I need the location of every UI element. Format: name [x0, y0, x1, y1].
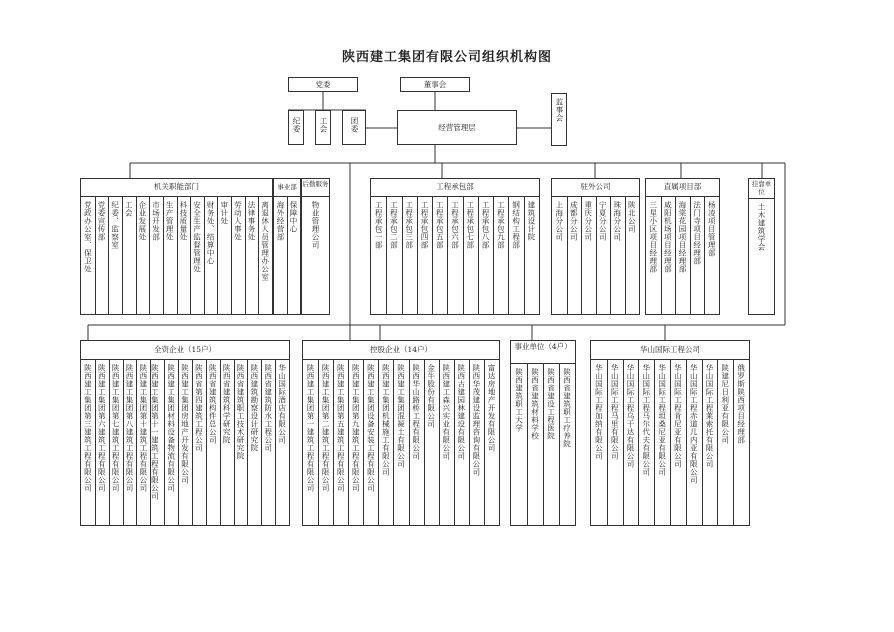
management-box — [397, 110, 517, 145]
holding-item: 陕西建工集团第九建筑工程有限公司 — [351, 364, 361, 492]
logistics-item: 物业管理公司 — [311, 201, 320, 249]
wholly-owned-item: 华山国际酒店有限公司 — [277, 364, 287, 444]
logistics-box — [301, 178, 330, 315]
branch-item: 成都分公司 — [569, 201, 579, 241]
project-item: 三星小区项目经理部 — [648, 201, 658, 273]
union-box — [315, 110, 331, 145]
functional-dept-item: 安全生产监督管理处 — [192, 201, 202, 273]
engineering-item: 钢结构工程部 — [511, 201, 521, 249]
wholly-owned-item: 陕西建工集团第七建筑工程有限公司 — [111, 364, 121, 492]
business-dept-item: 保障中心 — [289, 201, 298, 233]
functional-dept-item: 企业发展处 — [137, 201, 147, 241]
huashan-item: 俄罗斯陕西项目经理部 — [736, 364, 746, 444]
wholly-owned-item: 陕西建工集团材料设备物流有限公司 — [166, 364, 176, 492]
holding-item: 陕西建工集团设备安装工程有限公司 — [366, 364, 376, 492]
projects-header: 直属项目部 — [663, 182, 702, 191]
functional-dept-item: 财务处、结算中心 — [206, 201, 216, 265]
wholly-owned-item: 陕西建工集团房地产开发有限公司 — [180, 364, 190, 484]
functional-dept-item: 劳动人事处 — [233, 201, 243, 241]
supervisors-label: 监事会 — [555, 98, 564, 122]
wholly-owned-header: 全资企业（15户） — [153, 345, 217, 354]
holding-box — [302, 340, 500, 526]
branch-item: 上海分公司 — [554, 201, 564, 241]
supervisors-box — [551, 93, 567, 146]
functional-dept-item: 市场开发部 — [151, 201, 161, 241]
functional-dept-item: 法律事务处 — [247, 201, 257, 241]
wholly-owned-item: 陕西省建筑构件总公司 — [208, 364, 218, 444]
wholly-owned-item: 陕西建工集团第六建筑工程有限公司 — [97, 364, 107, 492]
holding-item: 金牛股份有限公司 — [426, 364, 436, 428]
huashan-item: 华山国际工程肯尼亚有限公司 — [673, 364, 683, 468]
league-label: 团委 — [350, 117, 359, 133]
discipline-box — [288, 110, 304, 145]
engineering-item: 工程承包六部 — [450, 201, 460, 249]
wholly-owned-item: 陕西建工集团第八建筑工程有限公司 — [125, 364, 135, 492]
holding-item: 陕西建工集团第一建筑工程有限公司 — [306, 364, 316, 492]
wholly-owned-item: 陕西建工集团第三建筑工程有限公司 — [83, 364, 93, 492]
huashan-item: 陕建尼日利亚有限公司 — [720, 364, 730, 444]
huashan-header: 华山国际工程公司 — [640, 345, 700, 354]
board-box — [400, 77, 470, 92]
functional-dept-item: 党政办公室、保卫处 — [83, 201, 93, 273]
wholly-owned-item: 陕西省建筑防水工程公司 — [263, 364, 273, 452]
branch-item: 珠海分公司 — [612, 201, 622, 241]
huashan-item: 华山国际工程赤道几内亚有限公司 — [689, 364, 699, 484]
branch-item: 重庆分公司 — [583, 201, 593, 241]
holding-item: 陕西建工森兴实业有限公司 — [441, 364, 451, 460]
wholly-owned-item: 陕西建筑勘察设计研究院 — [249, 364, 259, 452]
projects-box — [645, 178, 720, 315]
institution-item: 陕西省建筑职工疗养院 — [562, 368, 572, 448]
holding-item: 陕西古建园林建设有限公司 — [456, 364, 466, 460]
affiliated-header: 挂靠单位 — [751, 180, 772, 196]
functional-dept-item: 科技质量处 — [178, 201, 188, 241]
functional-dept-item: 工会 — [124, 201, 134, 217]
holding-item: 陕西建工集团第五建筑工程有限公司 — [336, 364, 346, 492]
party-committee-box — [288, 77, 358, 92]
functional-dept-item: 纪委、监察室 — [110, 201, 120, 249]
wholly-owned-item: 陕西省第四建筑工程公司 — [194, 364, 204, 452]
engineering-item: 建筑设计院 — [526, 201, 536, 241]
branches-box — [551, 178, 640, 315]
huashan-item: 华山国际工程马里有限公司 — [610, 364, 620, 460]
institution-item: 陕西建筑职工大学 — [514, 368, 524, 432]
functional-dept-item: 离退休人员管理办公室 — [260, 201, 270, 281]
engineering-header: 工程承包部 — [436, 182, 474, 191]
business-dept-header: 事业部 — [277, 183, 297, 191]
wholly-owned-item: 陕西省建筑职工技术研究院 — [235, 364, 245, 460]
management-label: 经营管理层 — [438, 123, 476, 132]
institution-item: 陕西省建筑材料学校 — [530, 368, 540, 440]
wholly-owned-item: 陕西省建筑科学研究院 — [222, 364, 232, 444]
affiliated-box — [748, 178, 775, 315]
functional-dept-box — [80, 178, 273, 315]
league-box — [342, 110, 366, 145]
branch-item: 宁夏分公司 — [598, 201, 608, 241]
huashan-item: 华山国际工程坦桑尼亚有限公司 — [657, 364, 667, 476]
holding-item: 富达房地产开发有限公司 — [486, 364, 496, 452]
huashan-item: 华山国际工程莱索托有限公司 — [705, 364, 714, 468]
discipline-label: 纪委 — [292, 117, 301, 133]
huashan-item: 华山国际工程马尔代夫有限公司 — [641, 364, 651, 476]
branches-header: 驻外公司 — [580, 182, 611, 191]
functional-dept-item: 党委宣传部 — [96, 201, 106, 241]
engineering-item: 工程承包七部 — [465, 201, 475, 249]
business-dept-box — [273, 178, 301, 315]
engineering-box — [370, 178, 540, 315]
engineering-item: 工程承包五部 — [435, 201, 445, 249]
affiliated-item: 土木建筑学会 — [757, 203, 766, 251]
chart-title: 陕西建工集团有限公司组织机构图 — [341, 50, 552, 65]
project-item: 咸阳机场项目经理部 — [663, 201, 673, 273]
engineering-item: 工程承包三部 — [404, 201, 414, 249]
engineering-item: 工程承包一部 — [374, 201, 384, 249]
huashan-item: 华山国际工程乌干达有限公司 — [626, 364, 635, 468]
logistics-header: 后勤服务 — [302, 180, 329, 188]
project-item: 杨凌项目管理部 — [707, 201, 717, 257]
project-item: 海棠花园项目经理部 — [678, 201, 687, 273]
huashan-box — [590, 340, 750, 526]
union-label: 工会 — [319, 117, 328, 133]
huashan-item: 华山国际工程加纳有限公司 — [594, 364, 604, 460]
engineering-item: 工程承包八部 — [481, 201, 491, 249]
holding-header: 控股企业（14户） — [369, 345, 433, 354]
holding-item: 陕西建工集团机械施工有限公司 — [381, 364, 391, 476]
functional-dept-header: 机关职能部门 — [154, 182, 199, 191]
board-label: 董事会 — [423, 80, 447, 89]
holding-item: 陕西建工集团第二建筑工程有限公司 — [321, 364, 331, 492]
holding-item: 陕西建工集团混凝土有限公司 — [396, 364, 406, 468]
wholly-owned-item: 陕西建工集团第十一建筑工程有限公司 — [150, 364, 160, 500]
institutions-box — [510, 340, 576, 526]
engineering-item: 工程承包四部 — [419, 201, 429, 249]
wholly-owned-item: 陕西建工集团第十建筑工程有限公司 — [138, 364, 148, 492]
holding-item: 陕西华山路桥工程有限公司 — [411, 364, 421, 460]
holding-item: 陕西华茂建设监理咨询有限公司 — [471, 364, 481, 476]
wholly-owned-box — [80, 340, 290, 526]
engineering-item: 工程承包二部 — [389, 201, 399, 249]
institution-item: 陕西省建设工程医院 — [546, 368, 556, 440]
party-committee-label: 党委 — [315, 80, 331, 89]
institutions-header: 事业单位（4户） — [514, 342, 572, 351]
functional-dept-item: 审计处 — [219, 201, 229, 225]
project-item: 法门寺项目经理部 — [692, 201, 702, 265]
branch-item: 陕北公司 — [627, 201, 637, 233]
functional-dept-item: 生产管理处 — [165, 201, 175, 241]
engineering-item: 工程承包九部 — [496, 201, 506, 249]
business-dept-item: 海外经营部 — [276, 201, 285, 241]
